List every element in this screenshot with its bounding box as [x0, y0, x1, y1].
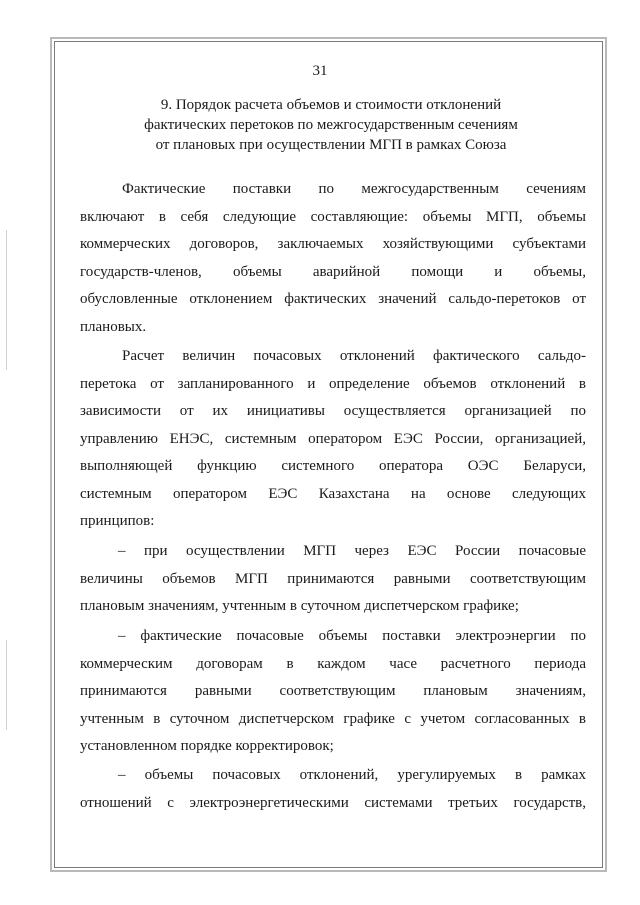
scan-artifact-line [6, 640, 7, 730]
text-line: принимаются равными соответствующим плановым значениям, [80, 683, 586, 699]
text-line: зависимости от их инициативы осуществляется организацией по [80, 403, 586, 419]
heading-line: от плановых при осуществлении МГП в рамках Союза [155, 137, 507, 153]
text-line: плановых. [80, 318, 147, 335]
text-line: – объемы почасовых отклонений, урегулируемых в рамках [118, 767, 586, 783]
heading-line: фактических перетоков по межгосударственным сечениям [144, 117, 518, 133]
text-line: плановым значениям, учтенным в суточном диспетчерском графике; [80, 598, 519, 614]
text-line: перетока от запланированного и определение объемов отклонений в [80, 375, 586, 392]
text-line: отношений с электроэнергетическими системами третьих государств, [80, 794, 586, 811]
list-item-commercial-contracts [80, 623, 586, 761]
text-line: принципов: [80, 513, 155, 529]
list-item-third-country-deviations [80, 762, 586, 817]
text-line: включают в себя следующие составляющие: объемы МГП, объемы [80, 208, 586, 225]
page-number: 31 [312, 63, 328, 79]
text-line: системным оператором ЕЭС Казахстана на основе следующих [80, 485, 586, 502]
paragraph-deviation-calculation [80, 343, 586, 536]
text-line: установленном порядке корректировок; [80, 738, 334, 754]
text-line: – фактические почасовые объемы поставки электроэнергии по [118, 628, 586, 644]
heading-line: 9. Порядок расчета объемов и стоимости отклонений [160, 97, 502, 113]
section-heading [80, 95, 582, 155]
text-line: коммерческим договорам в каждом часе расчетного периода [80, 655, 586, 672]
text-line: государств-членов, объемы аварийной помощи и объемы, [80, 263, 586, 280]
text-line: Фактические поставки по межгосударственным сечениям [122, 181, 586, 197]
text-line: обусловленные отклонением фактических значений сальдо-перетоков от [80, 291, 586, 307]
paragraph-actual-supplies [80, 176, 586, 341]
text-line: – при осуществлении МГП через ЕЭС России почасовые [118, 543, 586, 559]
text-line: Расчет величин почасовых отклонений фактического сальдо- [122, 348, 586, 364]
text-line: коммерческих договоров, заключаемых хозяйствующими субъектами [80, 236, 586, 252]
text-line: управлению ЕНЭС, системным оператором ЕЭС России, организацией, [80, 430, 586, 447]
text-line: учтенным в суточном диспетчерском графике с учетом согласованных в [80, 710, 586, 727]
list-item-mgp-volumes [80, 538, 586, 621]
text-line: выполняющей функцию системного оператора ОЭС Беларуси, [80, 458, 586, 474]
text-line: величины объемов МГП принимаются равными соответствующим [80, 570, 586, 587]
scan-artifact-line [6, 230, 7, 370]
